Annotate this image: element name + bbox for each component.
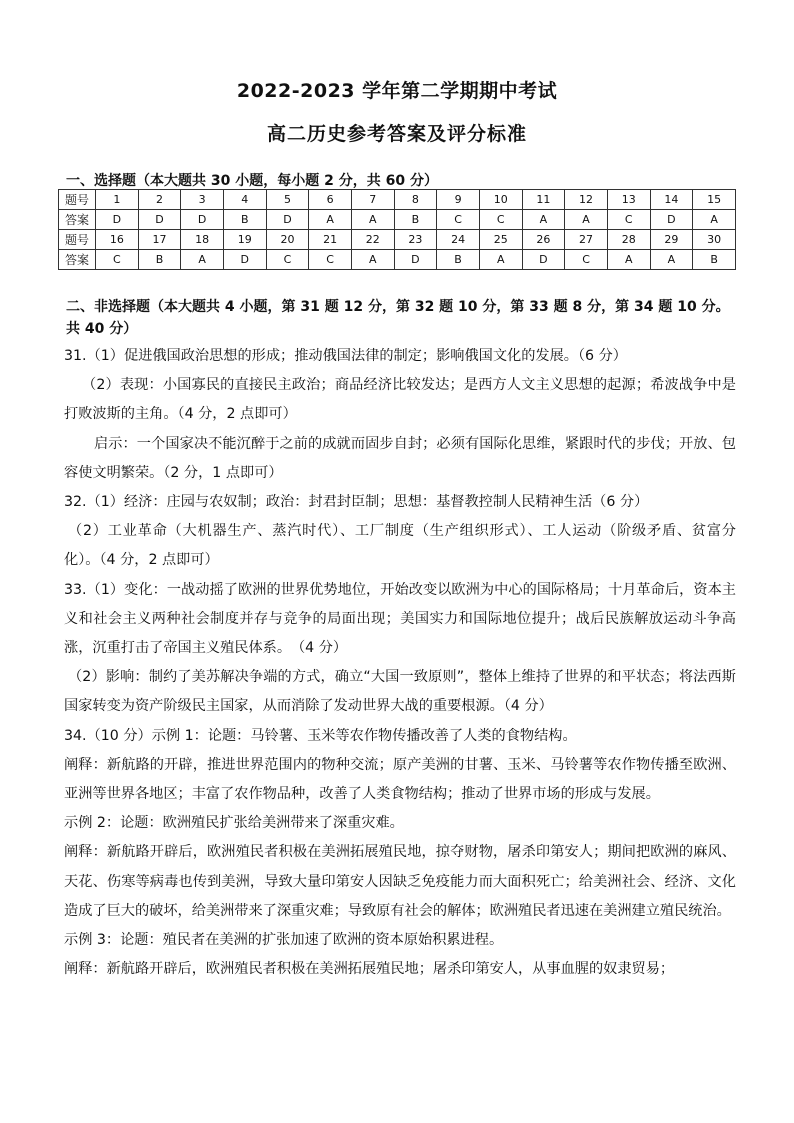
table-cell: D — [266, 210, 309, 230]
table-cell: C — [565, 250, 608, 270]
table-cell: A — [309, 210, 352, 230]
answer-31-2: （2）表现：小国寡民的直接民主政治；商品经济比较发达；是西方人文主义思想的起源；希波战争中是打败波斯的主角。（4 分，2 点即可） — [64, 377, 736, 423]
table-cell: A — [650, 250, 693, 270]
table-cell: B — [437, 250, 480, 270]
table-cell: C — [479, 210, 522, 230]
table-cell: 29 — [650, 230, 693, 250]
table-cell: 17 — [138, 230, 181, 250]
table-cell: 18 — [181, 230, 224, 250]
table-cell: 12 — [565, 190, 608, 210]
table-cell: 9 — [437, 190, 480, 210]
table-cell: B — [138, 250, 181, 270]
table-cell: 15 — [693, 190, 736, 210]
table-cell: A — [522, 210, 565, 230]
table-cell: 5 — [266, 190, 309, 210]
table-cell: B — [394, 210, 437, 230]
table-cell: 3 — [181, 190, 224, 210]
table-cell: D — [394, 250, 437, 270]
table-cell: 20 — [266, 230, 309, 250]
table-cell: 4 — [223, 190, 266, 210]
table-cell: 24 — [437, 230, 480, 250]
table-cell: 25 — [479, 230, 522, 250]
section-heading-choice: 一、选择题（本大题共 30 小题，每小题 2 分，共 60 分） — [66, 173, 438, 189]
answer-34-2: 阐释：新航路的开辟，推进世界范围内的物种交流；原产美洲的甘薯、玉米、马铃薯等农作物传播至欧洲、亚洲等世界各地区；丰富了农作物品种，改善了人类食物结构；推动了世界市场的形成与发展。 — [64, 756, 736, 803]
table-cell: A — [693, 210, 736, 230]
table-cell: D — [223, 250, 266, 270]
answer-34-3: 示例 2：论题：欧洲殖民扩张给美洲带来了深重灾难。 — [64, 815, 404, 832]
table-cell: 22 — [351, 230, 394, 250]
table-cell: A — [607, 250, 650, 270]
table-cell: D — [522, 250, 565, 270]
answer-table-row — [59, 210, 736, 230]
table-cell: 28 — [607, 230, 650, 250]
row-label: 答案 — [59, 210, 96, 230]
table-cell: A — [181, 250, 224, 270]
table-cell: A — [351, 250, 394, 270]
table-cell: C — [437, 210, 480, 230]
page-title: 2022-2023 学年第二学期期中考试 — [236, 80, 558, 102]
table-cell: C — [96, 250, 139, 270]
answer-34-5: 示例 3：论题：殖民者在美洲的扩张加速了欧洲的资本原始积累进程。 — [64, 932, 504, 949]
table-cell: 2 — [138, 190, 181, 210]
answer-34-6: 阐释：新航路开辟后，欧洲殖民者积极在美洲拓展殖民地；屠杀印第安人，从事血腥的奴隶贸易； — [64, 961, 675, 978]
answer-31-1: 31.（1）促进俄国政治思想的形成；推动俄国法律的制定；影响俄国文化的发展。（6 分） — [64, 348, 627, 364]
answer-32-1: 32.（1）经济：庄园与农奴制；政治：封君封臣制；思想：基督教控制人民精神生活（6 分） — [64, 494, 649, 511]
section-heading-nonchoice: 二、非选择题（本大题共 4 小题，第 31 题 12 分，第 32 题 10 分，第 33 题 8 分，第 34 题 10 分。共 40 分） — [66, 299, 730, 337]
table-cell: 11 — [522, 190, 565, 210]
table-cell: 1 — [96, 190, 139, 210]
table-cell: C — [607, 210, 650, 230]
table-cell: 27 — [565, 230, 608, 250]
answer-34-4: 阐释：新航路开辟后，欧洲殖民者积极在美洲拓展殖民地，掠夺财物，屠杀印第安人；期间把欧洲的麻风、天花、伤寒等病毒也传到美洲，导致大量印第安人因缺乏免疫能力而大面积死亡；给美洲社会、经济、文化造成了巨大的破坏，给美洲带来了深重灾难；导致原有社会的解体；欧洲殖民者迅速在美洲建立殖民统治。 — [64, 844, 736, 919]
table-cell: D — [650, 210, 693, 230]
answer-table-row — [59, 190, 736, 210]
table-cell: 13 — [607, 190, 650, 210]
row-label: 答案 — [59, 250, 96, 270]
table-cell: 30 — [693, 230, 736, 250]
row-label: 题号 — [59, 190, 96, 210]
table-cell: 8 — [394, 190, 437, 210]
answer-32-2: （2）工业革命（大机器生产、蒸汽时代）、工厂制度（生产组织形式）、工人运动（阶级矛盾、贫富分化）。（4 分，2 点即可） — [64, 523, 736, 569]
table-cell: 10 — [479, 190, 522, 210]
table-cell: 21 — [309, 230, 352, 250]
answer-31-3: 启示：一个国家决不能沉醉于之前的成就而固步自封；必须有国际化思维，紧跟时代的步伐；开放、包容使文明繁荣。（2 分，1 点即可） — [64, 435, 736, 481]
table-cell: C — [309, 250, 352, 270]
table-cell: D — [181, 210, 224, 230]
row-label: 题号 — [59, 230, 96, 250]
answer-table-row — [59, 230, 736, 250]
table-cell: D — [138, 210, 181, 230]
table-cell: 14 — [650, 190, 693, 210]
table-cell: B — [223, 210, 266, 230]
table-cell: 7 — [351, 190, 394, 210]
table-cell: 23 — [394, 230, 437, 250]
table-cell: C — [266, 250, 309, 270]
answer-34-1: 34.（10 分）示例 1：论题：马铃薯、玉米等农作物传播改善了人类的食物结构。 — [64, 727, 577, 744]
table-cell: A — [565, 210, 608, 230]
table-cell: A — [479, 250, 522, 270]
table-cell: B — [693, 250, 736, 270]
answer-table — [58, 189, 736, 270]
page-subtitle: 高二历史参考答案及评分标准 — [266, 123, 527, 145]
table-cell: 16 — [96, 230, 139, 250]
table-cell: D — [96, 210, 139, 230]
answer-body — [64, 342, 736, 984]
answer-table-row — [59, 250, 736, 270]
answer-33-2: （2）影响：制约了美苏解决争端的方式，确立“大国一致原则”，整体上维持了世界的和平状态；将法西斯国家转变为资产阶级民主国家，从而消除了发动世界大战的重要根源。（4 分） — [64, 669, 736, 715]
answer-33-1: 33.（1）变化：一战动摇了欧洲的世界优势地位，开始改变以欧洲为中心的国际格局；十月革命后，资本主义和社会主义两种社会制度并存与竞争的局面出现；美国实力和国际地位提升；战后民族解放运动斗争高涨，沉重打击了帝国主义殖民体系。 （4 分） — [64, 581, 736, 657]
table-cell: 19 — [223, 230, 266, 250]
table-cell: 26 — [522, 230, 565, 250]
table-cell: 6 — [309, 190, 352, 210]
table-cell: A — [351, 210, 394, 230]
